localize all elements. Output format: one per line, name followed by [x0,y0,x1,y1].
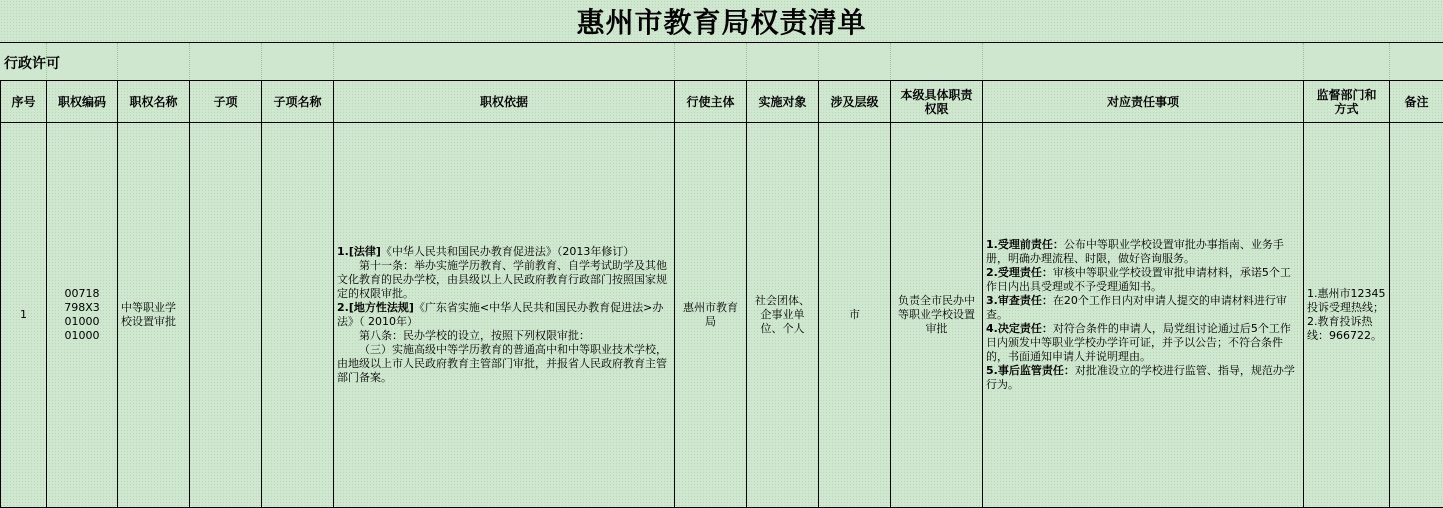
header-cell: 本级具体职责权限 [891,81,983,123]
header-cell: 职权名称 [118,81,190,123]
code-line: 00718 [50,287,114,301]
target-cell: 社会团体、企事业单位、个人 [747,123,819,508]
resp-text: 对符合条件的申请人，局党组讨论通过后5个工作日内颁发中等职业学校办学许可证，并予以公告；不符合条件的，书面通知申请人并说明理由。 [986,322,1291,363]
basis-line [337,343,671,385]
grid-line [746,43,747,81]
level-cell: 市 [819,123,891,508]
grid-line [674,43,675,81]
resp-item [986,364,1300,392]
section-row [0,42,1443,81]
monitor-cell [1304,123,1390,508]
resp-text: 公布中等职业学校设置审批办事指南、业务手册，明确办理流程、时限，做好咨询服务。 [986,238,1284,265]
monitor-line: 1.惠州市12345投诉受理热线； [1307,287,1386,315]
code-line: 01000 [50,315,114,329]
resp-lead: 2.受理责任： [986,266,1053,279]
resp-text: 在20个工作日内对申请人提交的申请材料进行审查。 [986,294,1287,321]
grid-line [261,43,262,81]
header-cell: 备注 [1390,81,1443,123]
header-cell: 监督部门和方式 [1304,81,1390,123]
grid-line [1389,43,1390,81]
header-cell: 涉及层级 [819,81,891,123]
basis-text: （三）实施高级中等学历教育的普通高中和中等职业技术学校，由地级以上市人民政府教育主管部门审批，并报省人民政府教育主管部门备案。 [337,343,667,384]
basis-lead: 1.[法律] [337,245,381,258]
basis-line [337,245,671,259]
remark-cell [1390,123,1443,508]
code-line: 01000 [50,329,114,343]
monitor-line: 2.教育投诉热线：966722。 [1307,315,1386,343]
power-name-cell: 中等职业学校设置审批 [118,123,190,508]
header-cell: 行使主体 [675,81,747,123]
grid-line [982,43,983,81]
responsibility-cell [983,123,1304,508]
resp-lead: 4.决定责任： [986,322,1053,335]
header-cell: 实施对象 [747,81,819,123]
basis-text: 《中华人民共和国民办教育促进法》（2013年修订） [381,245,635,258]
basis-line [337,259,671,301]
header-cell: 职权编码 [47,81,118,123]
resp-lead: 5.事后监管责任： [986,364,1075,377]
basis-text: 第十一条：举办实施学历教育、学前教育、自学考试助学及其他文化教育的民办学校，由县级以上人民政府教育行政部门按照国家规定的权限审批。 [337,259,667,300]
resp-item [986,322,1300,364]
sub-item-cell [190,123,262,508]
resp-text: 审核中等职业学校设置审批申请材料，承诺5个工作日内出具受理或不予受理通知书。 [986,266,1291,293]
header-cell: 职权依据 [334,81,675,123]
header-cell: 序号 [1,81,47,123]
duty-table [0,80,1443,508]
duty-cell: 负责全市民办中等职业学校设置审批 [891,123,983,508]
basis-text: 《广东省实施<中华人民共和国民办教育促进法>办法》（ 2010年） [337,301,663,328]
grid-line [890,43,891,81]
header-row [1,81,1443,123]
resp-item [986,238,1300,266]
grid-line [189,43,190,81]
grid-line [1303,43,1304,81]
code-line: 798X3 [50,301,114,315]
basis-line [337,301,671,329]
resp-lead: 1.受理前责任： [986,238,1064,251]
basis-line [337,329,671,343]
grid-line [117,43,118,81]
resp-item [986,294,1300,322]
code-cell [47,123,118,508]
seq-cell: 1 [1,123,47,508]
basis-text: 第八条：民办学校的设立，按照下列权限审批： [359,329,590,342]
resp-item [986,266,1300,294]
subject-cell: 惠州市教育局 [675,123,747,508]
resp-lead: 3.审查责任： [986,294,1053,307]
header-cell: 子项名称 [262,81,334,123]
section-label: 行政许可 [4,53,60,73]
basis-cell [334,123,675,508]
grid-line [818,43,819,81]
header-cell: 对应责任事项 [983,81,1304,123]
sub-item-name-cell [262,123,334,508]
header-cell: 子项 [190,81,262,123]
table-row [1,123,1443,508]
page-title: 惠州市教育局权责清单 [0,0,1443,42]
resp-text: 对批准设立的学校进行监管、指导，规范办学行为。 [986,364,1295,391]
grid-line [333,43,334,81]
basis-lead: 2.[地方性法规] [337,301,414,314]
